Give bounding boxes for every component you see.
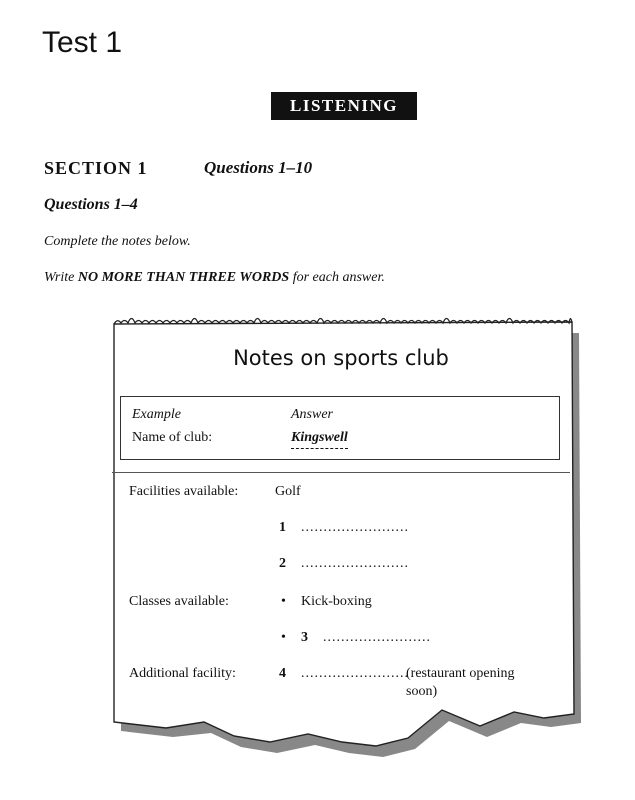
- example-label: Example: [132, 407, 181, 422]
- question-3-blank[interactable]: ........................: [323, 630, 431, 645]
- test-title: Test 1: [42, 26, 123, 59]
- example-box: [120, 396, 560, 460]
- notes-divider: [112, 472, 570, 473]
- question-4-note-line1: (restaurant opening: [406, 666, 515, 681]
- question-1-number: 1: [279, 520, 286, 535]
- question-1-blank[interactable]: ........................: [301, 520, 409, 535]
- club-name-label: Name of club:: [132, 430, 213, 445]
- section-questions: Questions 1–10: [204, 158, 313, 177]
- facility-golf: Golf: [275, 484, 301, 499]
- listening-badge: LISTENING: [271, 92, 417, 120]
- instruction-prefix: Write: [44, 270, 78, 285]
- questions-subheading: Questions 1–4: [44, 196, 138, 213]
- question-3-number: 3: [301, 630, 308, 645]
- bullet-question-3: •: [281, 630, 286, 645]
- question-2-blank[interactable]: ........................: [301, 556, 409, 571]
- additional-facility-label: Additional facility:: [129, 666, 236, 681]
- bullet-kickboxing: •: [281, 594, 286, 609]
- question-4-blank[interactable]: ........................: [301, 666, 409, 681]
- club-name-value: Kingswell: [291, 430, 348, 449]
- instruction-complete-notes: Complete the notes below.: [44, 234, 191, 249]
- class-kickboxing: Kick-boxing: [301, 594, 372, 609]
- question-2-number: 2: [279, 556, 286, 571]
- classes-label: Classes available:: [129, 594, 229, 609]
- section-label: SECTION 1: [44, 158, 148, 178]
- instruction-word-limit-bold: NO MORE THAN THREE WORDS: [77, 270, 290, 285]
- instruction-suffix: for each answer.: [289, 270, 385, 285]
- question-4-number: 4: [279, 666, 286, 681]
- facilities-label: Facilities available:: [129, 484, 239, 499]
- question-4-note-line2: soon): [406, 684, 438, 699]
- notes-title: Notes on sports club: [233, 346, 449, 370]
- answer-label: Answer: [291, 407, 333, 422]
